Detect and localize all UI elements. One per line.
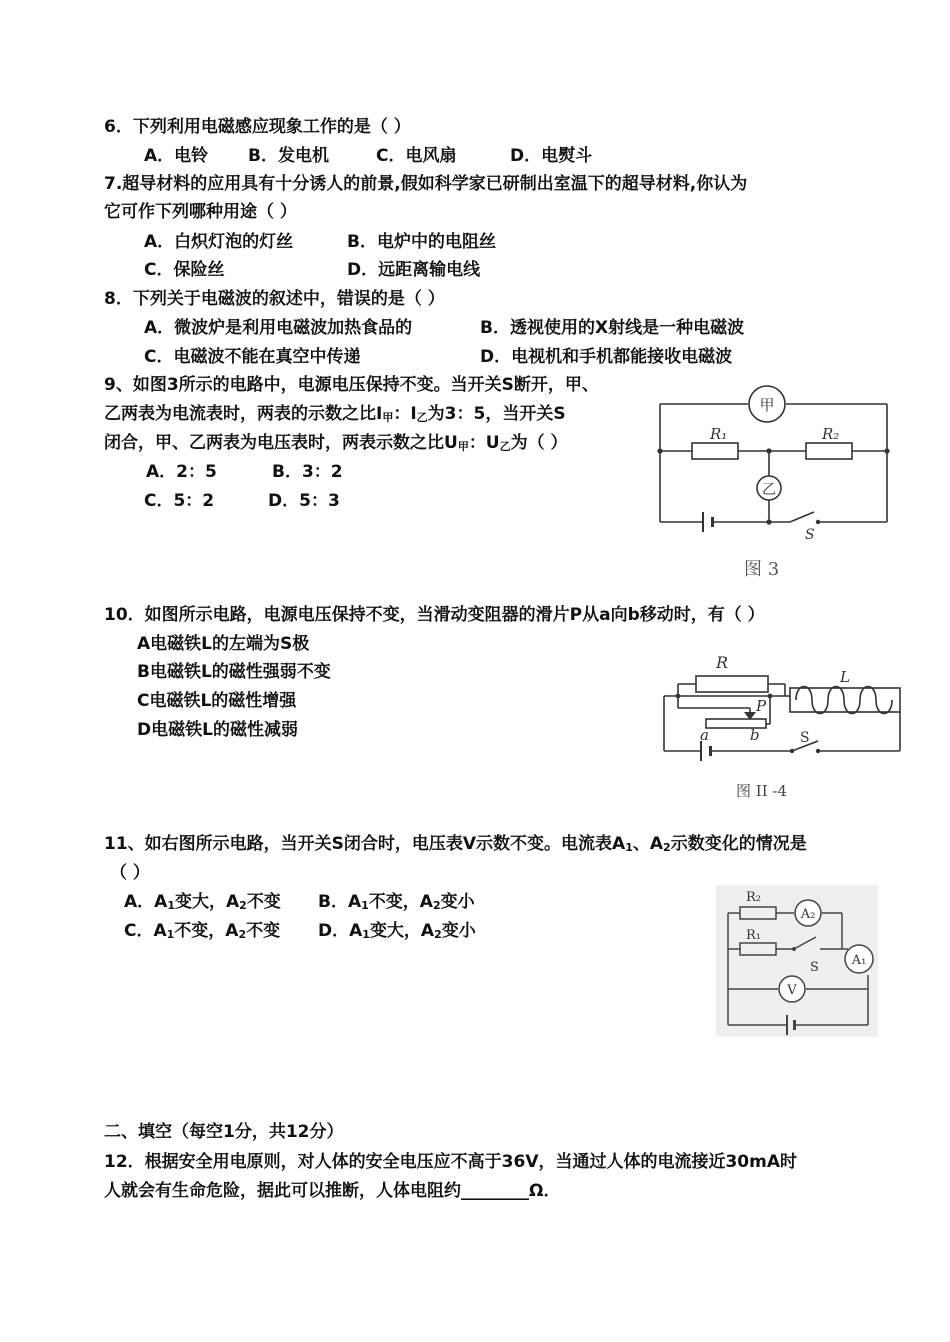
q6-option-b: B．发电机 — [248, 146, 329, 166]
figure-ii4-caption: 图 II -4 — [736, 782, 787, 800]
resistor-r1-label: R₁ — [710, 425, 728, 443]
switch-s-label: S — [805, 527, 815, 543]
q9-stem-line1: 9、如图3所示的电路中，电源电压保持不变。当开关S断开，甲、 — [104, 375, 599, 395]
figure-3-circuit — [640, 385, 900, 585]
switch-s-label-q11: S — [810, 960, 819, 975]
q11-stem-line2: （ ） — [110, 863, 150, 883]
q11-option-d: D．A1变大，A2变小 — [318, 921, 476, 941]
figure-ii4-circuit — [650, 640, 910, 805]
q9-stem-line3: 闭合，甲、乙两表为电压表时，两表示数之比U甲：U乙为（ ） — [104, 433, 568, 453]
q11-option-a: A．A1变大，A2不变 — [124, 892, 281, 912]
q7-option-c: C．保险丝 — [144, 260, 225, 280]
voltmeter-v-label: V — [787, 983, 797, 998]
resistor-r2-label: R₂ — [822, 425, 840, 443]
rheostat-r-label: R — [716, 653, 729, 672]
q11-option-c: C．A1不变，A2不变 — [124, 921, 281, 941]
meter-jia-label: 甲 — [759, 396, 775, 414]
q12-stem-line2: 人就会有生命危险，据此可以推断，人体电阻约________Ω． — [104, 1181, 561, 1201]
q10-stem: 10．如图所示电路，电源电压保持不变，当滑动变阻器的滑片P从a向b移动时，有（ ） — [104, 605, 765, 625]
q9-option-c: C．5：2 — [144, 491, 215, 511]
electromagnet-l-label: L — [840, 668, 850, 686]
switch-s-label-ii4: S — [800, 730, 810, 746]
q6-stem: 6．下列利用电磁感应现象工作的是（ ） — [104, 117, 411, 137]
q7-stem-line2: 它可作下列哪种用途（ ） — [104, 202, 297, 222]
q12-stem-line1: 12．根据安全用电原则，对人体的安全电压应不高于36V，当通过人体的电流接近30mA时 — [104, 1152, 797, 1172]
q10-option-a: A电磁铁L的左端为S极 — [137, 634, 310, 654]
meter-yi-label: 乙 — [762, 482, 776, 498]
ammeter-a1-label: A₁ — [851, 953, 867, 968]
q9-option-d: D．5：3 — [268, 491, 340, 511]
section2-heading: 二、填空（每空1分，共12分） — [104, 1122, 344, 1142]
q11-option-b: B．A1不变，A2变小 — [318, 892, 475, 912]
q6-option-c: C．电风扇 — [376, 146, 457, 166]
q8-option-d: D．电视机和手机都能接收电磁波 — [480, 347, 733, 367]
q7-option-b: B．电炉中的电阻丝 — [347, 232, 496, 252]
q11-stem-line1: 11、如右图所示电路，当开关S闭合时，电压表V示数不变。电流表A1、A2示数变化的情况是 — [104, 834, 807, 854]
figure-q11-circuit — [716, 885, 878, 1037]
q6-option-d: D．电熨斗 — [510, 146, 593, 166]
terminal-a-label: a — [700, 726, 709, 744]
resistor-r2-label-q11: R₂ — [746, 890, 761, 905]
q9-stem-line2: 乙两表为电流表时，两表的示数之比I甲：I乙为3：5，当开关S — [104, 404, 566, 424]
q10-option-c: C电磁铁L的磁性增强 — [137, 691, 297, 711]
q7-option-a: A．白炽灯泡的灯丝 — [144, 232, 294, 252]
q7-stem-line1: 7.超导材料的应用具有十分诱人的前景,假如科学家已研制出室温下的超导材料,你认为 — [104, 174, 748, 194]
q6-option-a: A．电铃 — [144, 146, 209, 166]
slider-p-label: P — [756, 697, 767, 715]
q8-option-a: A．微波炉是利用电磁波加热食品的 — [144, 318, 413, 338]
q8-option-c: C．电磁波不能在真空中传递 — [144, 347, 361, 367]
ammeter-a2-label: A₂ — [800, 907, 816, 922]
figure-3-caption: 图 3 — [744, 559, 780, 580]
terminal-b-label: b — [750, 726, 760, 744]
q9-option-a: A．2：5 — [146, 462, 217, 482]
resistor-r1-label-q11: R₁ — [746, 928, 761, 943]
q8-option-b: B．透视使用的X射线是一种电磁波 — [480, 318, 745, 338]
q8-stem: 8．下列关于电磁波的叙述中，错误的是（ ） — [104, 289, 445, 309]
q7-option-d: D．远距离输电线 — [347, 260, 481, 280]
q9-option-b: B．3：2 — [272, 462, 343, 482]
q10-option-d: D电磁铁L的磁性减弱 — [137, 720, 298, 740]
q10-option-b: B电磁铁L的磁性强弱不变 — [137, 662, 331, 682]
